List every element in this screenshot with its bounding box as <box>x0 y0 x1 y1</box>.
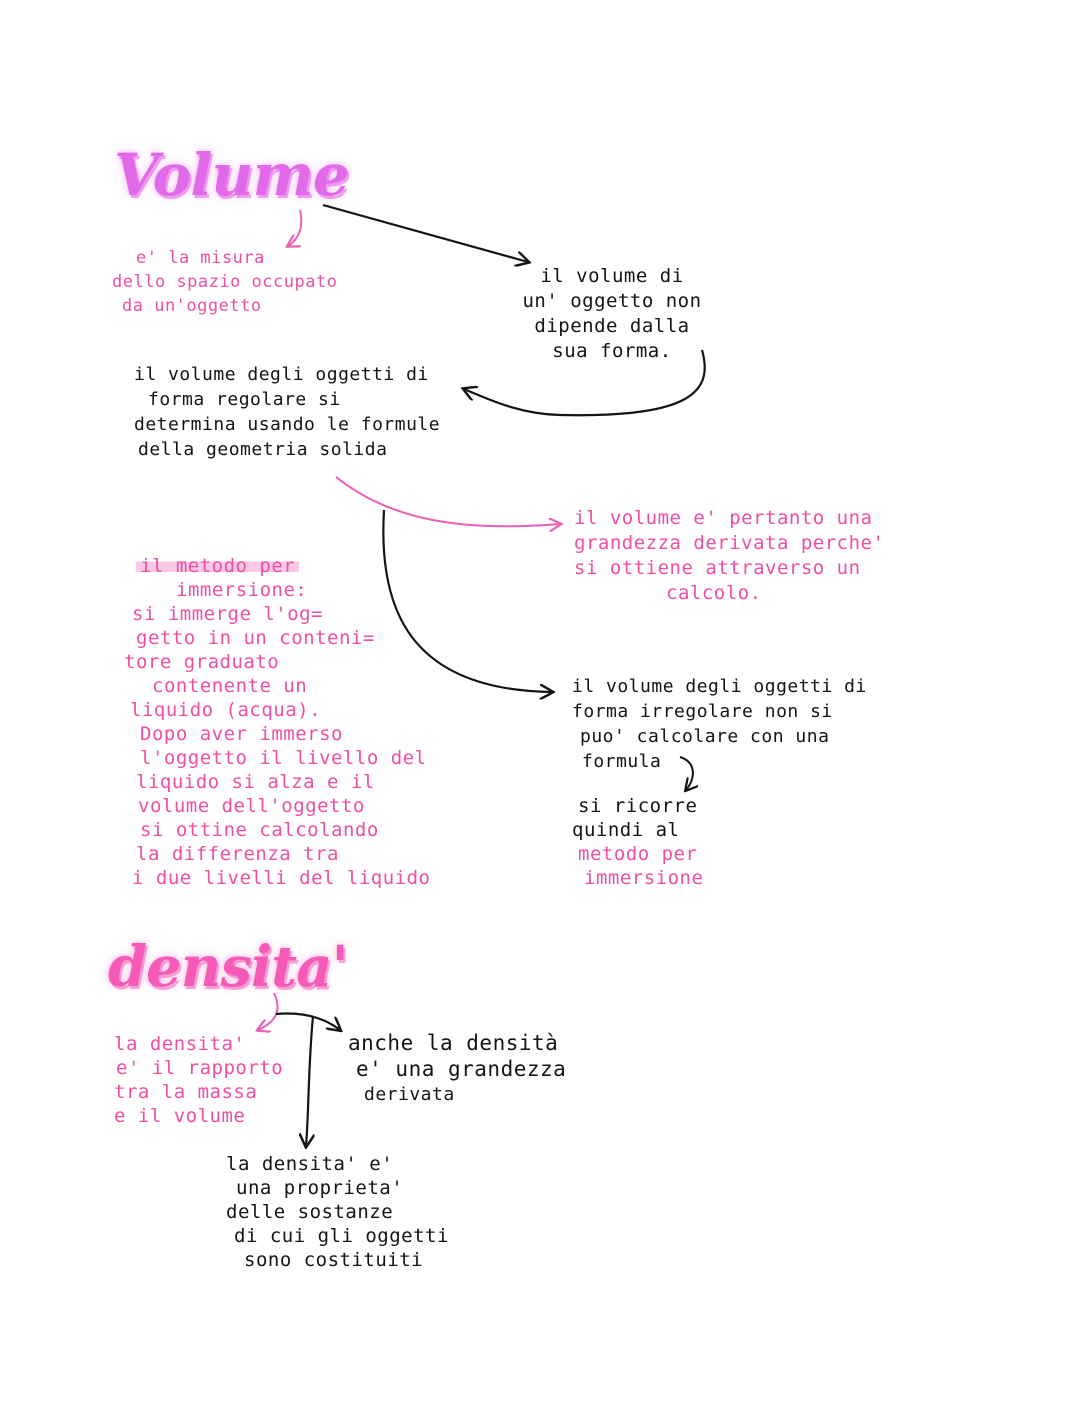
derived-quantity-line: grandezza derivata perche' <box>574 532 885 554</box>
densita-title: densita' <box>108 934 348 1000</box>
densita-definition-line: la densita' <box>114 1033 246 1055</box>
regular-objects-line: della geometria solida <box>138 439 388 460</box>
irregular-objects-line: formula <box>582 751 662 772</box>
derived-quantity-line: si ottiene attraverso un <box>574 557 861 579</box>
arrow-densita-to-derived <box>276 1014 340 1030</box>
resort-method-line: immersione <box>584 867 704 889</box>
shape-independence-line: sua forma. <box>552 340 672 362</box>
immersion-body-line: la differenza tra <box>136 843 339 865</box>
volume-definition <box>112 246 337 318</box>
densita-property-note <box>226 1152 449 1272</box>
immersion-heading-line: il metodo per <box>124 554 430 578</box>
immersion-body-line: contenente un <box>152 675 308 697</box>
regular-objects-line: il volume degli oggetti di <box>134 364 429 385</box>
immersion-body-line: si immerge l'og= <box>132 603 324 625</box>
densita-property-line: delle sostanze <box>226 1201 394 1223</box>
densita-definition-line: e il volume <box>114 1105 246 1127</box>
immersion-heading-line: immersione: <box>176 579 308 601</box>
shape-independence-note <box>522 264 702 364</box>
derived-quantity-note <box>574 506 884 606</box>
volume-definition-line: dello spazio occupato <box>112 272 338 292</box>
immersion-body-line: volume dell'oggetto <box>138 795 365 817</box>
shape-independence-line: un' oggetto non <box>522 290 702 312</box>
densita-property-line: una proprieta' <box>236 1177 404 1199</box>
irregular-objects-line: forma irregolare non si <box>572 701 833 722</box>
densita-derived-line: anche la densità <box>348 1031 559 1055</box>
arrow-volume-to-definition <box>288 210 301 246</box>
regular-objects-line: forma regolare si <box>148 389 341 410</box>
immersion-body-line: liquido (acqua). <box>130 699 322 721</box>
densita-derived-note <box>348 1030 566 1108</box>
immersion-body-line: Dopo aver immerso <box>140 723 343 745</box>
immersion-body-line: getto in un conteni= <box>136 627 375 649</box>
densita-property-line: di cui gli oggetti <box>234 1225 449 1247</box>
densita-definition-line: tra la massa <box>114 1081 258 1103</box>
regular-objects-line: determina usando le formule <box>134 414 441 435</box>
volume-definition-line: e' la misura <box>136 248 265 268</box>
derived-quantity-line: calcolo. <box>666 582 762 604</box>
arrow-regular-to-derived-quantity <box>336 477 560 526</box>
densita-derived-line: e' una grandezza <box>356 1057 567 1081</box>
densita-derived-line: derivata <box>364 1084 455 1105</box>
volume-title: Volume <box>114 141 349 209</box>
densita-property-line: sono costituiti <box>244 1249 424 1271</box>
resort-method-line: metodo per <box>578 843 698 865</box>
shape-independence-line: dipende dalla <box>534 315 690 337</box>
densita-definition-line: e' il rapporto <box>116 1057 284 1079</box>
resort-line: si ricorre <box>578 795 698 817</box>
arrow-densita-to-property <box>306 1016 313 1146</box>
resort-note <box>572 794 703 890</box>
regular-objects-note <box>134 362 440 462</box>
resort-line: quindi al <box>572 819 680 841</box>
irregular-objects-line: il volume degli oggetti di <box>572 676 867 697</box>
immersion-body-line: liquido si alza e il <box>136 771 375 793</box>
irregular-objects-note <box>572 674 867 774</box>
derived-quantity-line: il volume e' pertanto una <box>574 507 873 529</box>
immersion-body-line: tore graduato <box>124 651 280 673</box>
volume-definition-line: da un'oggetto <box>122 296 262 316</box>
arrow-volume-to-shape-independence <box>323 205 528 262</box>
irregular-objects-line: puo' calcolare con una <box>580 726 830 747</box>
densita-property-line: la densita' e' <box>226 1153 394 1175</box>
densita-definition <box>114 1032 283 1128</box>
immersion-body-line: si ottine calcolando <box>140 819 379 841</box>
shape-independence-line: il volume di <box>540 265 684 287</box>
immersion-body-line: l'oggetto il livello del <box>140 747 427 769</box>
immersion-method-note <box>124 554 430 890</box>
immersion-body-line: i due livelli del liquido <box>132 867 431 889</box>
